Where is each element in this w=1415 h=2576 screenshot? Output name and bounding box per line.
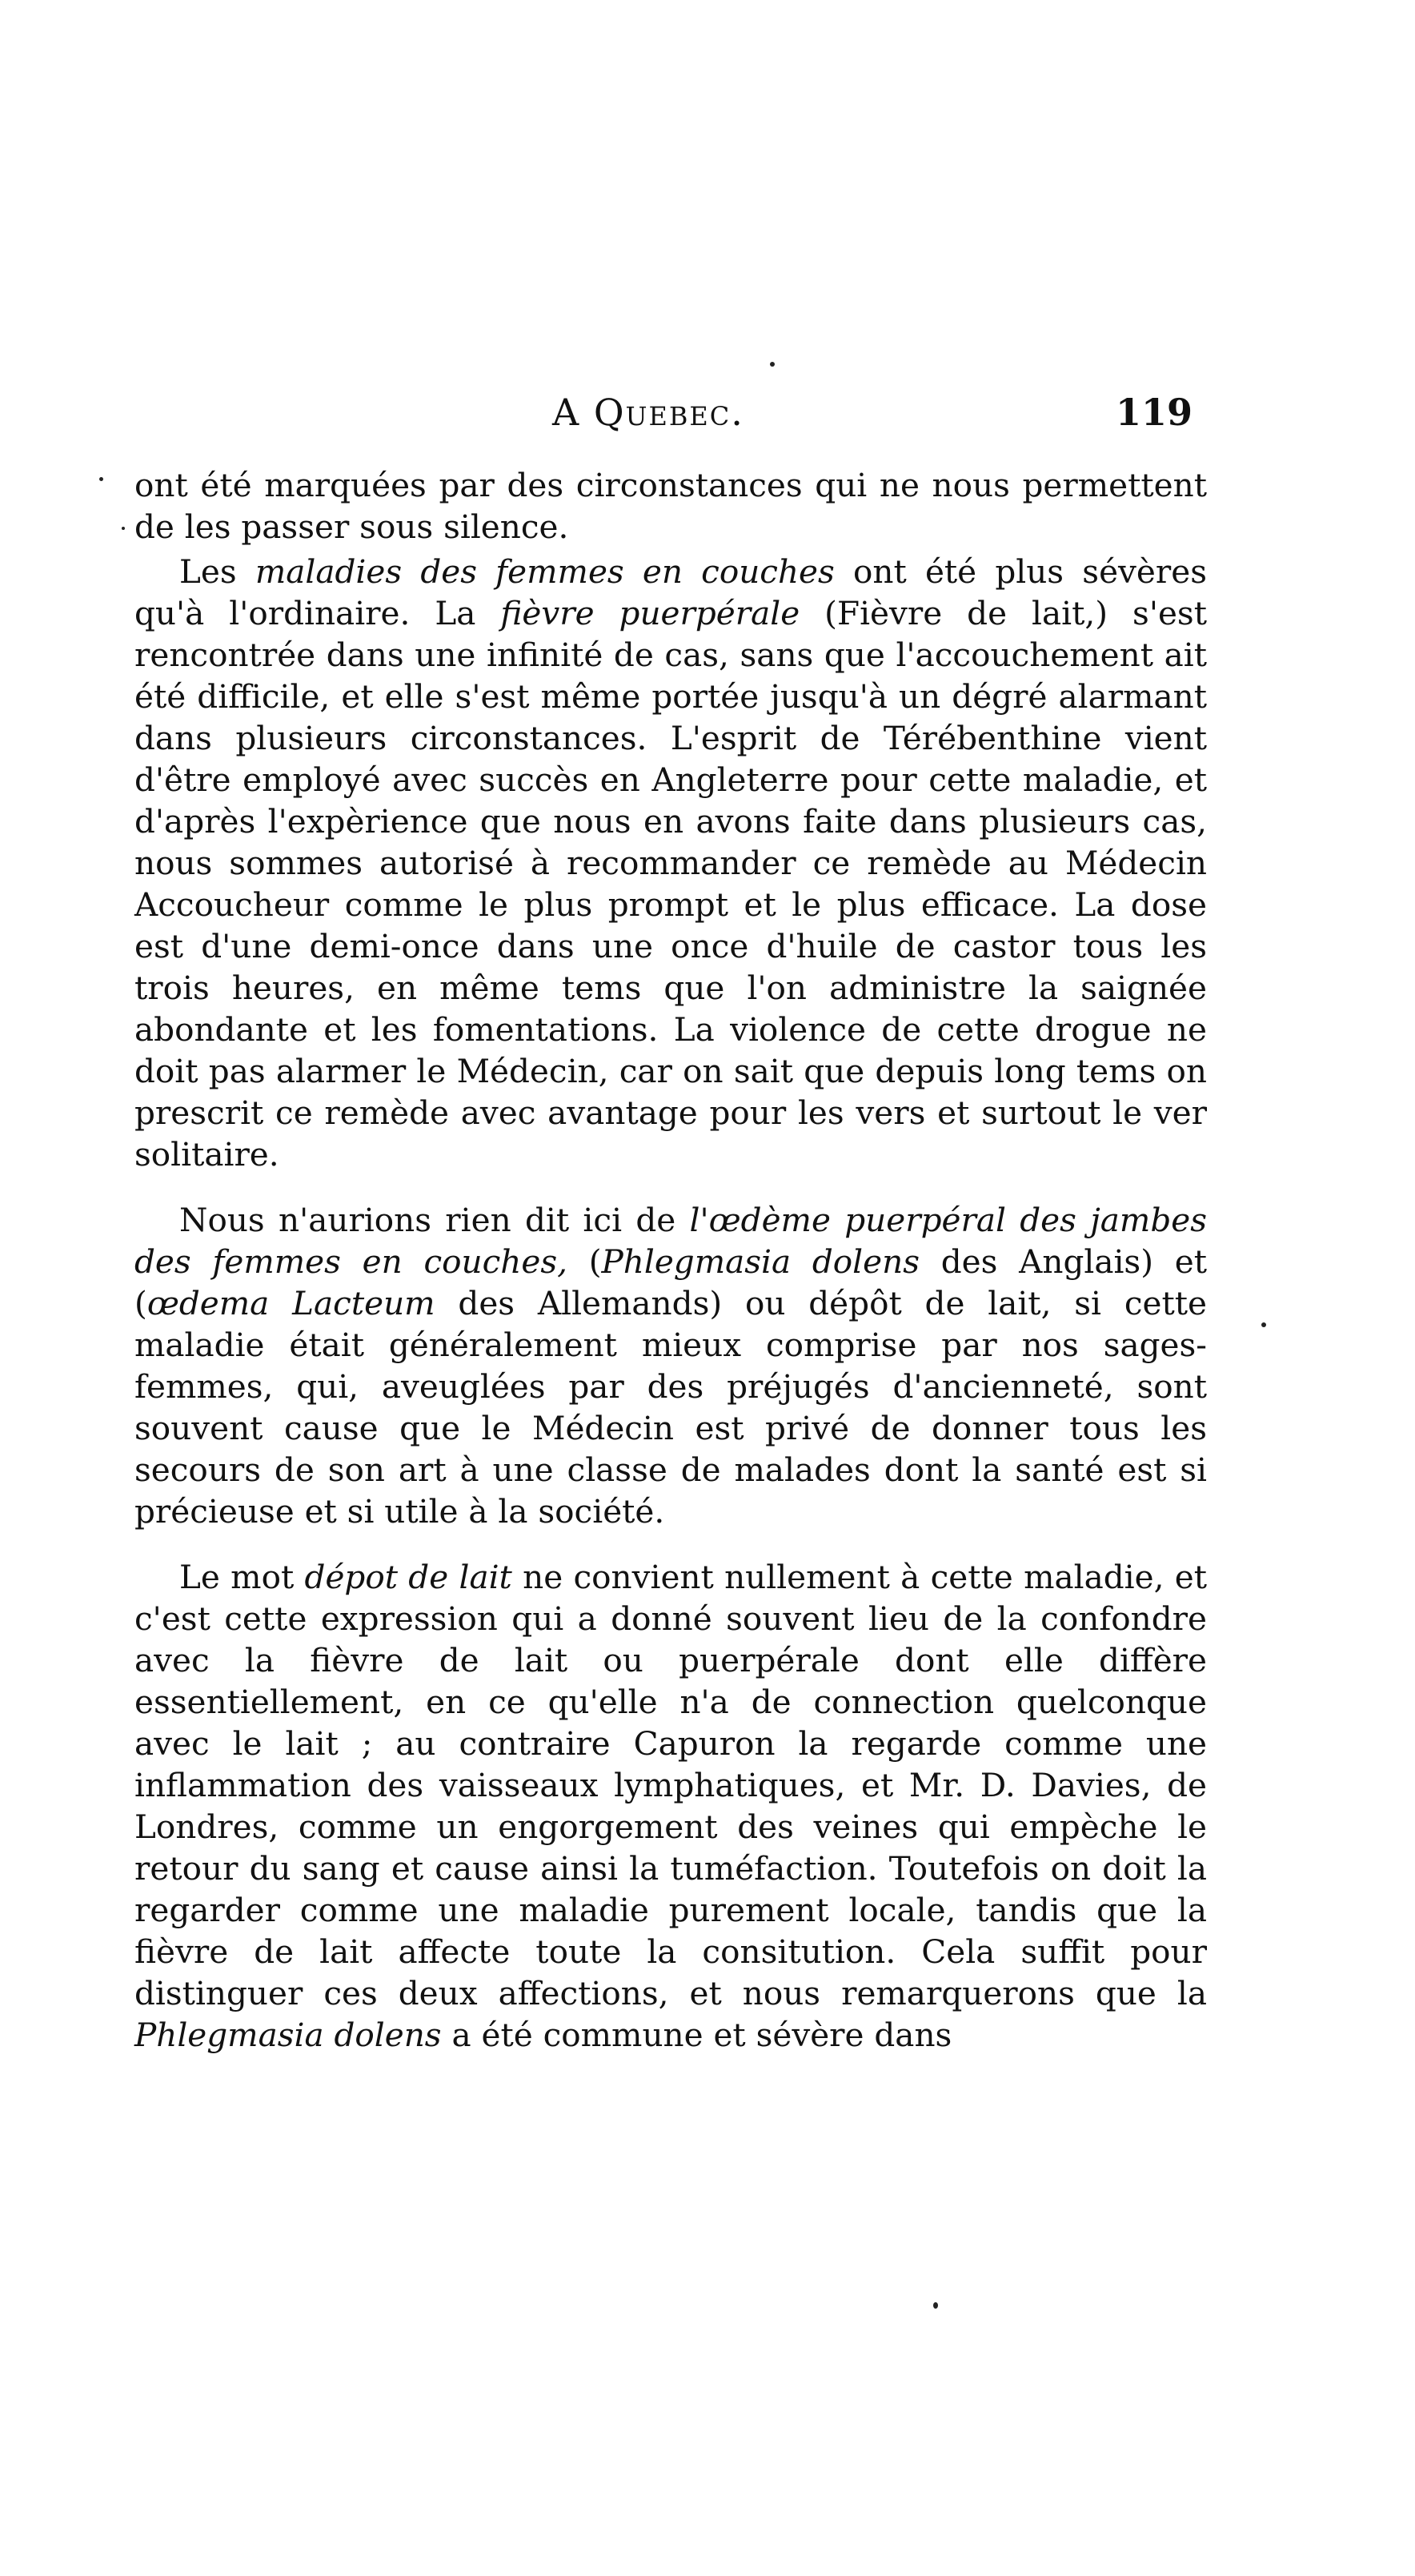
text-run: Nous n'aurions rien dit ici de bbox=[179, 1201, 690, 1239]
text-run: Le mot bbox=[179, 1558, 305, 1596]
italic-run: Phlegmasia dolens bbox=[134, 2016, 442, 2054]
paragraph-depot-de-lait bbox=[134, 1556, 1207, 2056]
page-header bbox=[0, 391, 1415, 447]
italic-run: fièvre puerpérale bbox=[500, 594, 800, 632]
text-run: ( bbox=[567, 1242, 602, 1281]
italic-run: maladies des femmes en couches bbox=[255, 552, 835, 591]
paragraph-oedeme bbox=[134, 1199, 1207, 1532]
italic-run: l'œdème puerpéral des jambes des femmes en couches, bbox=[134, 1201, 1207, 1281]
running-title: A Quebec. bbox=[552, 391, 744, 434]
italic-run: œdema Lacteum bbox=[146, 1284, 435, 1322]
print-speck bbox=[770, 362, 775, 367]
text-run: (Fièvre de lait,) s'est rencontrée dans une infinité de cas, sans que l'accouchement ait été difficile, et elle s'est même portée jusqu'à un dégré alarmant dans plusieurs circonstances. L'esprit de Térébenthine vient d'être employé avec succès en Angleterre pour cette maladie, et d'après l'expèrience que nous en avons faite dans plusieurs cas, nous sommes autorisé à recommander ce remède au Médecin Accoucheur comme le plus prompt et le plus efficace. La dose est d'une demi-once dans une once d'huile de castor tous les trois heures, en même tems que l'on administre la saignée abondante et les fomentations. La violence de cette drogue ne doit pas alarmer le Médecin, car on sait que depuis long tems on prescrit ce remède avec avantage pour les vers et surtout le ver solitaire. bbox=[134, 594, 1207, 1174]
text-run: des Allemands) ou dépôt de lait, si cette maladie était généralement mieux comprise par nos sages-femmes, qui, aveuglées par des préjugés d'ancienneté, sont souvent cause que le Médecin est privé de donner tous les secours de son art à une classe de malades dont la santé est si précieuse et si utile à la société. bbox=[134, 1284, 1207, 1531]
text-run: a été commune et sévère dans bbox=[441, 2016, 952, 2054]
italic-run: Phlegmasia dolens bbox=[601, 1242, 920, 1281]
paragraph-text: ont été marquées par des circonstances qui ne nous permettent de les passer sous silence. bbox=[134, 466, 1207, 546]
page-number: 119 bbox=[1116, 391, 1193, 434]
text-run: Les bbox=[179, 552, 255, 591]
print-speck bbox=[99, 477, 103, 481]
paragraph-continuation bbox=[134, 464, 1207, 548]
print-speck bbox=[1261, 1322, 1266, 1327]
text-run: ont été plus sévères qu'à l'ordinaire. La bbox=[134, 552, 1207, 632]
print-speck bbox=[933, 2302, 938, 2309]
print-speck bbox=[122, 527, 125, 530]
paragraph-maladies bbox=[134, 551, 1207, 1175]
text-run: ne convient nullement à cette maladie, et c'est cette expression qui a donné souvent lieu de la confondre avec la fièvre de lait ou puerpérale dont elle diffère essentiellement, en ce qu'elle n'a de connection quelconque avec le lait ; au contraire Capuron la regarde comme une inflammation des vaisseaux lymphatiques, et Mr. D. Davies, de Londres, comme un engorgement des veines qui empèche le retour du sang et cause ainsi la tuméfaction. Toutefois on doit la regarder comme une maladie purement locale, tandis que la fièvre de lait affecte toute la consitution. Cela suffit pour distinguer ces deux affections, et nous remarquerons que la bbox=[134, 1558, 1207, 2012]
text-run: des Anglais) et ( bbox=[134, 1242, 1207, 1322]
italic-run: dépot de lait bbox=[304, 1558, 512, 1596]
body-text bbox=[134, 464, 1207, 2080]
